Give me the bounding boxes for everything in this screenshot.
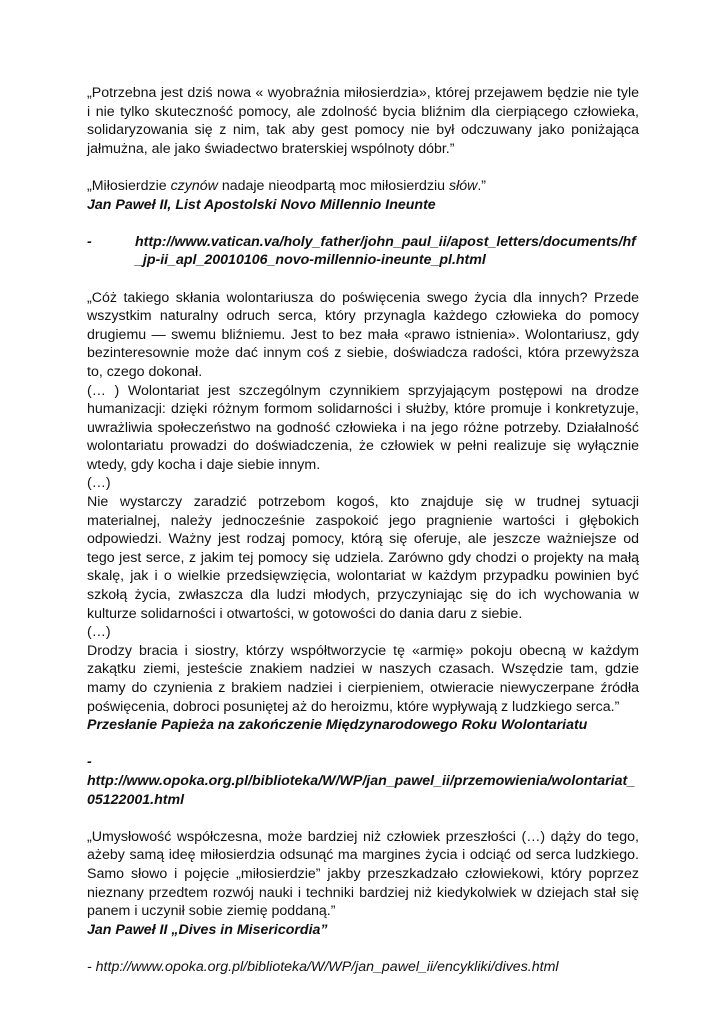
ellipsis: (…) [87, 624, 111, 641]
quote-author-przeslanie: Przesłanie Papieża na zakończenie Międzynarodowego Roku Wolontariatu [87, 717, 588, 734]
source-link-opoka-wolontariat[interactable]: http://www.opoka.org.pl/biblioteka/W/WP/jan_pawel_ii/przemowienia/wolontariat_05122001.html [87, 772, 636, 808]
spacer [87, 214, 639, 233]
ellipsis: (…) [87, 475, 111, 492]
quote-milosierdzie-czynow [87, 177, 639, 196]
link-url[interactable]: http://www.vatican.va/holy_father/john_paul_ii/apost_letters/documents/hf_jp-ii_apl_20010106_novo-millennio-ineunte_pl.html [135, 233, 636, 269]
link-dash: - [87, 233, 92, 250]
quote-wolontariusz-para1: „Cóż takiego skłania wolontariusza do poświęcenia swego życia dla innych? Przede wszystkim naturalny odruch serca, który przynagla każdego człowieka do pomocy drugiemu — swemu bliźniemu. Jest to bez mała «prawo istnienia». Wolontariusz, gdy bezinteresownie może dać innym coś z siebie, doświadcza radości, która przewyższa to, czego dokonał. [87, 289, 639, 380]
spacer [87, 939, 639, 958]
quote-wolontariusz-para4: Drodzy bracia i siostry, którzy współtworzycie tę «armię» pokoju obecną w każdym zakątku ziemi, jesteście znakiem nadziei w naszych czasach. Wszędzie tam, gdzie mamy do czynienia z brakiem nadziei i cierpieniem, otwieracie niewyczerpane źródła poświęcenia, dobroci posuniętej aż do heroizmu, które wypływają z ludzkiego serca.” [87, 642, 639, 715]
quote-author-dives: Jan Paweł II „Dives in Misericordia” [87, 921, 328, 938]
source-link-opoka-dives[interactable]: - http://www.opoka.org.pl/biblioteka/W/WP/jan_pawel_ii/encykliki/dives.html [87, 958, 559, 975]
source-link-vatican[interactable] [87, 233, 639, 270]
quote-text: „Miłosierdzie [87, 177, 171, 194]
spacer [87, 735, 639, 754]
quote-wolontariusz-para3: Nie wystarczy zaradzić potrzebom kogoś, kto znajduje się w trudnej sytuacji materialnej, należy jednocześnie zaspokoić jego pragnienie wartości i głębokich odpowiedzi. Ważny jest rodzaj pomocy, którą się oferuje, ale jeszcze ważniejsze od tego jest serce, z jakim tej pomocy się udziela. Zarówno gdy chodzi o projekty na małą skalę, jak i o wielkie przedsięwzięcia, wolontariat w każdym przypadku powinien być szkołą życia, zwłaszcza dla ludzi młodych, przyczyniając się do ich wychowania w kulturze solidarności i otwartości, w gotowości do dania daru z siebie. [87, 494, 639, 622]
quote-text: .” [477, 177, 487, 194]
source-dash: - [87, 754, 92, 771]
quote-author-novo-millennio: Jan Paweł II, List Apostolski Novo Millennio Ineunte [87, 196, 436, 213]
spacer [87, 809, 639, 828]
quote-italic-word: czynów [170, 177, 218, 194]
spacer [87, 270, 639, 289]
quote-italic-word: słów [448, 177, 478, 194]
spacer [87, 158, 639, 177]
quote-umyslowosc-wspolczesna: „Umysłowość współczesna, może bardziej niż człowiek przeszłości (…) dąży do tego, ażeby samą ideę miłosierdzia odsunąć ma margines życia i odciąć od serca ludzkiego. Samo słowo i pojęcie „miłosierdzie” jakby przeszkadzało człowiekowi, który poprzez nieznany przedtem rozwój nauki i techniki bardziej niż kiedykolwiek w dziejach stał się panem i uczynił sobie ziemię poddaną.” [87, 828, 639, 920]
quote-wolontariusz-para2: (… ) Wolontariat jest szczególnym czynnikiem sprzyjającym postępowi na drodze humanizacji: dzięki różnym formom solidarności i służby, które promuje i konkretyzuje, uwrażliwia społeczeństwo na godność człowieka i na jego różne potrzeby. Działalność wolontariatu prowadzi do doświadczenia, że człowiek w pełni realizuje się wyłącznie wtedy, gdy kocha i daje siebie innym. [87, 382, 639, 473]
quote-text: nadaje nieodpartą moc miłosierdziu [217, 177, 449, 194]
quote-wyobraznia-milosierdzia: „Potrzebna jest dziś nowa « wyobraźnia miłosierdzia», której przejawem będzie nie tyle i nie tylko skuteczność pomocy, ale zdolność bycia bliźnim dla cierpiącego człowieka, solidaryzowania się z nim, tak aby gest pomocy nie był odczuwany jako poniżająca jałmużna, ale jako świadectwo braterskiej wspólnoty dóbr.” [87, 85, 639, 157]
